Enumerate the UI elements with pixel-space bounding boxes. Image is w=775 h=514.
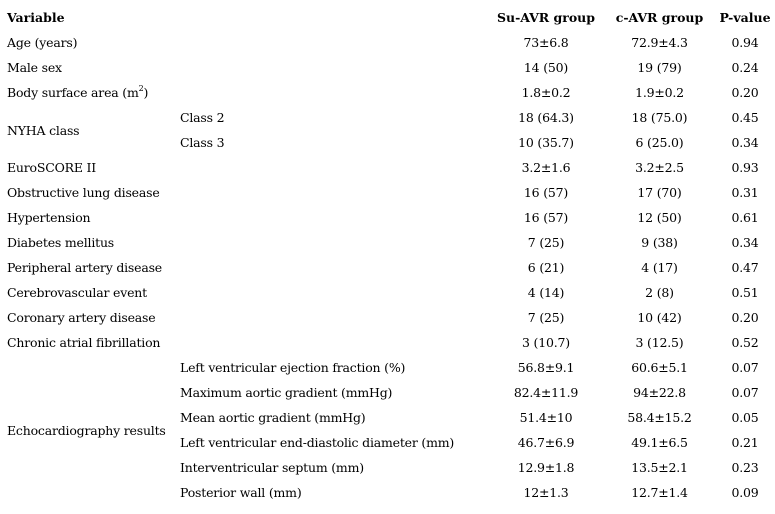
row-label: Hypertension xyxy=(7,210,91,225)
table-row xyxy=(0,355,775,380)
su-avr-value: 12±1.3 xyxy=(523,485,569,500)
c-avr-value: 6 (25.0) xyxy=(635,135,684,150)
row-sublabel: Interventricular septum (mm) xyxy=(180,460,364,475)
su-avr-value: 7 (25) xyxy=(527,310,565,325)
su-avr-value: 7 (25) xyxy=(527,235,565,250)
p-value: 0.23 xyxy=(731,460,759,475)
su-avr-value: 4 (14) xyxy=(527,285,565,300)
p-value: 0.24 xyxy=(731,60,759,75)
su-avr-value: 46.7±6.9 xyxy=(517,435,575,450)
header-subcategory xyxy=(180,5,488,30)
table-row xyxy=(0,230,775,255)
p-value: 0.61 xyxy=(731,210,759,225)
row-label: Coronary artery disease xyxy=(7,310,156,325)
row-label: Cerebrovascular event xyxy=(7,285,147,300)
c-avr-value: 94±22.8 xyxy=(633,385,686,400)
c-avr-value: 4 (17) xyxy=(641,260,678,275)
p-value: 0.31 xyxy=(731,185,759,200)
table-row xyxy=(0,280,775,305)
superscript: 2 xyxy=(138,84,144,93)
header-row xyxy=(0,5,775,30)
header-c-avr: c-AVR group xyxy=(615,10,704,25)
row-sublabel: Mean aortic gradient (mmHg) xyxy=(180,410,366,425)
table-row xyxy=(0,305,775,330)
c-avr-value: 60.6±5.1 xyxy=(631,360,688,375)
c-avr-value: 9 (38) xyxy=(641,235,678,250)
su-avr-value: 1.8±0.2 xyxy=(521,85,571,100)
p-value: 0.21 xyxy=(731,435,759,450)
row-label: Obstructive lung disease xyxy=(7,185,160,200)
su-avr-value: 73±6.8 xyxy=(523,35,569,50)
row-sublabel: Left ventricular ejection fraction (%) xyxy=(180,360,406,375)
c-avr-value: 13.5±2.1 xyxy=(631,460,688,475)
row-sublabel: Class 3 xyxy=(180,135,225,150)
p-value: 0.52 xyxy=(731,335,759,350)
table-row xyxy=(0,180,775,205)
header-variable: Variable xyxy=(7,10,65,25)
c-avr-value: 12.7±1.4 xyxy=(631,485,688,500)
c-avr-value: 17 (70) xyxy=(637,185,682,200)
row-label: Age (years) xyxy=(7,35,78,50)
p-value: 0.45 xyxy=(731,110,759,125)
table-row xyxy=(0,55,775,80)
p-value: 0.07 xyxy=(731,385,759,400)
p-value: 0.93 xyxy=(731,160,759,175)
c-avr-value: 3 (12.5) xyxy=(635,335,684,350)
row-group-label: Echocardiography results xyxy=(7,422,166,438)
p-value: 0.09 xyxy=(731,485,759,500)
su-avr-value: 6 (21) xyxy=(527,260,565,275)
c-avr-value: 3.2±2.5 xyxy=(635,160,684,175)
su-avr-value: 56.8±9.1 xyxy=(517,360,575,375)
su-avr-value: 14 (50) xyxy=(523,60,569,75)
row-group-label: NYHA class xyxy=(7,122,80,138)
p-value: 0.20 xyxy=(731,85,759,100)
su-avr-value: 82.4±11.9 xyxy=(513,385,579,400)
row-sublabel: Left ventricular end-diastolic diameter (mm) xyxy=(180,435,455,450)
row-label: Body surface area $(m^2)$ xyxy=(7,84,149,100)
su-avr-value: 10 (35.7) xyxy=(518,135,574,150)
table-row xyxy=(0,330,775,355)
table-row xyxy=(0,105,775,130)
c-avr-value: 72.9±4.3 xyxy=(631,35,688,50)
row-label: EuroSCORE II xyxy=(7,160,97,175)
row-sublabel: Posterior wall (mm) xyxy=(180,485,302,500)
p-value: 0.20 xyxy=(731,310,759,325)
header-p-value: P-value xyxy=(719,10,771,25)
c-avr-value: 18 (75.0) xyxy=(631,110,688,125)
p-value: 0.34 xyxy=(731,235,759,250)
c-avr-value: 49.1±6.5 xyxy=(631,435,688,450)
su-avr-value: 16 (57) xyxy=(523,185,569,200)
c-avr-value: 12 (50) xyxy=(637,210,682,225)
table-row xyxy=(0,30,775,55)
c-avr-value: 2 (8) xyxy=(645,285,674,300)
su-avr-value: 12.9±1.8 xyxy=(517,460,575,475)
row-label: Male sex xyxy=(7,60,62,75)
su-avr-value: 3.2±1.6 xyxy=(521,160,571,175)
p-value: 0.07 xyxy=(731,360,759,375)
c-avr-value: 1.9±0.2 xyxy=(635,85,684,100)
p-value: 0.47 xyxy=(731,260,759,275)
row-label: Diabetes mellitus xyxy=(7,235,115,250)
table-row xyxy=(0,255,775,280)
baseline-characteristics-table xyxy=(0,5,775,505)
su-avr-value: 18 (64.3) xyxy=(518,110,574,125)
c-avr-value: 19 (79) xyxy=(637,60,682,75)
table-row xyxy=(0,80,775,105)
row-sublabel: Maximum aortic gradient (mmHg) xyxy=(180,385,393,400)
row-sublabel: Class 2 xyxy=(180,110,225,125)
su-avr-value: 16 (57) xyxy=(523,210,569,225)
p-value: 0.05 xyxy=(731,410,759,425)
p-value: 0.51 xyxy=(731,285,759,300)
su-avr-value: 3 (10.7) xyxy=(522,335,570,350)
c-avr-value: 10 (42) xyxy=(637,310,682,325)
row-label: Peripheral artery disease xyxy=(7,260,163,275)
table-row xyxy=(0,205,775,230)
su-avr-value: 51.4±10 xyxy=(519,410,573,425)
table-row xyxy=(0,155,775,180)
c-avr-value: 58.4±15.2 xyxy=(627,410,692,425)
row-label: Chronic atrial fibrillation xyxy=(7,335,161,350)
p-value: 0.94 xyxy=(731,35,759,50)
header-su-avr: Su-AVR group xyxy=(496,10,596,25)
p-value: 0.34 xyxy=(731,135,759,150)
